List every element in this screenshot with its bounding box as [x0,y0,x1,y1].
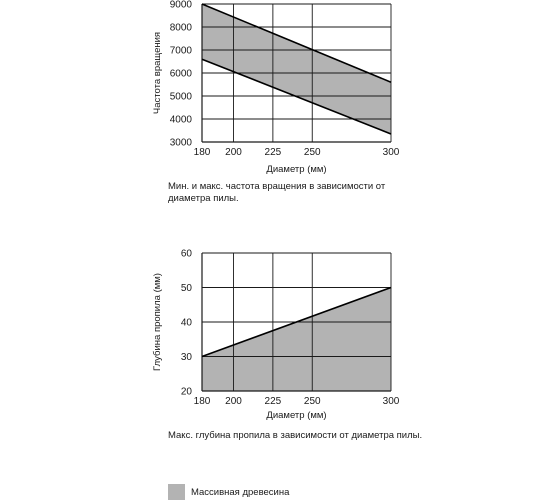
depth-y-tick-label: 20 [180,386,192,398]
rpm-y-tick-label: 8000 [169,22,192,34]
depth-x-tick-label: 180 [193,396,211,407]
rpm-x-tick-label: 300 [382,147,400,158]
rpm-chart-caption: Мин. и макс. частота вращения в зависимости от диаметра пилы. [168,181,386,204]
depth-x-tick-label: 225 [264,396,282,407]
cut-depth-chart-caption: Макс. глубина пропила в зависимости от диаметра пилы. [168,430,423,441]
depth-x-axis-label: Диаметр (мм) [266,410,327,421]
rpm-y-tick-label: 9000 [169,0,192,11]
legend-swatch [168,484,185,500]
legend [168,484,289,500]
rpm-y-tick-label: 4000 [169,114,192,126]
rpm-y-tick-label: 7000 [169,45,192,57]
rpm-x-tick-label: 180 [193,147,211,158]
rpm-y-tick-label: 3000 [169,137,192,149]
depth-y-tick-label: 60 [180,248,192,260]
legend-label: Массивная древесина [191,486,290,498]
depth-y-tick-label: 30 [180,352,192,363]
rpm-y-tick-label: 5000 [169,91,192,103]
depth-x-tick-label: 300 [382,396,400,407]
depth-x-tick-label: 250 [303,396,321,407]
depth-x-tick-label: 200 [225,396,242,407]
depth-y-tick-label: 50 [180,283,192,294]
depth-y-axis-label: Глубина пропила (мм) [152,273,163,371]
rpm-x-tick-label: 250 [303,147,321,158]
depth-y-tick-label: 40 [180,317,192,329]
rpm-fill-area [202,4,391,134]
rpm-y-axis-label: Частота вращения [152,31,163,115]
rpm-x-tick-label: 225 [264,147,282,158]
rpm-x-tick-label: 200 [225,147,242,158]
rpm-y-tick-label: 6000 [169,68,192,80]
rpm-x-axis-label: Диаметр (мм) [266,164,327,175]
depth-fill-area [202,288,391,392]
